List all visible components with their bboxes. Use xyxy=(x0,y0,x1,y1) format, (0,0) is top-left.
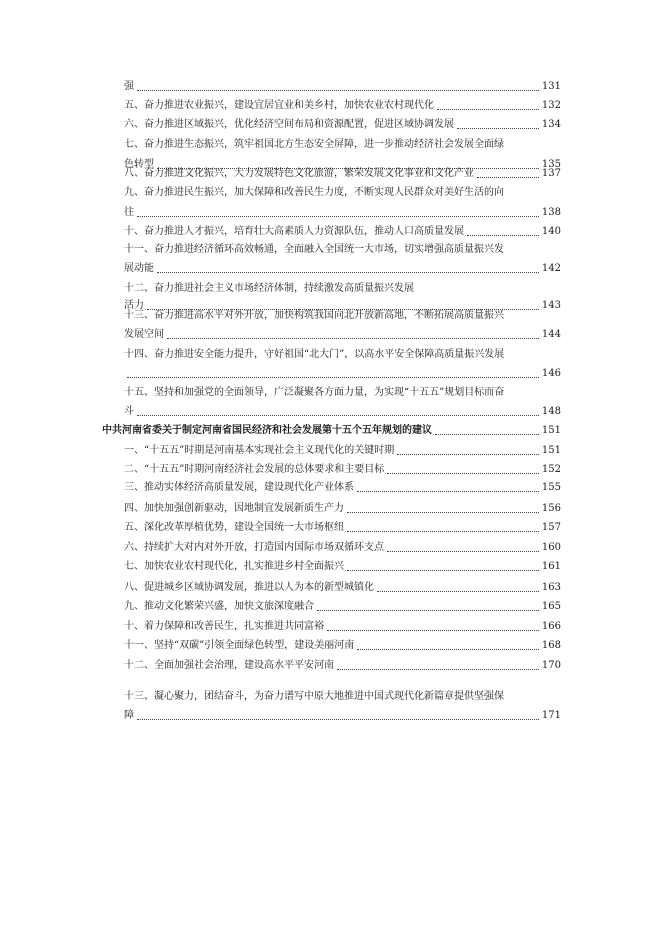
toc-line xyxy=(0,240,662,260)
toc-entry-title: 八、促进城乡区域协调发展，推进以人为本的新型城镇化 xyxy=(124,582,374,593)
toc-entry-title: 三、推动实体经济高质量发展，建设现代化产业体系 xyxy=(124,482,354,493)
toc-page-number: 143 xyxy=(541,300,561,311)
toc-page-number: 156 xyxy=(541,503,561,514)
toc-entry-continuation: 活力 xyxy=(124,300,144,311)
toc-line xyxy=(0,421,662,441)
toc-line xyxy=(0,402,662,422)
toc-line xyxy=(0,203,662,223)
toc-entry-title: 五、深化改革厚植优势，建设全国统一大市场枢纽 xyxy=(124,522,344,533)
toc-entry-continuation: 往 xyxy=(124,207,134,218)
toc-page-number: 144 xyxy=(541,329,561,340)
dot-leader xyxy=(377,578,539,592)
dot-leader xyxy=(127,364,539,378)
toc-line xyxy=(0,441,662,461)
toc-page-number: 134 xyxy=(541,119,561,130)
toc-line xyxy=(0,499,662,519)
toc-entry-title: 四、加快加强创新驱动，因地制宜发展新质生产力 xyxy=(124,503,344,514)
dot-leader xyxy=(167,325,539,339)
dot-leader xyxy=(317,597,539,611)
dot-leader xyxy=(347,518,539,532)
toc-line xyxy=(0,478,662,498)
toc-page-number: 166 xyxy=(541,621,561,632)
toc-entry-title: 九、推动文化繁荣兴盛，加快文旅深度融合 xyxy=(124,601,314,612)
dot-leader xyxy=(435,421,539,435)
toc-page-number: 161 xyxy=(541,561,561,572)
toc-line xyxy=(0,135,662,155)
dot-leader xyxy=(387,538,539,552)
toc-page-number: 142 xyxy=(541,263,561,274)
toc-line xyxy=(0,636,662,656)
toc-line xyxy=(0,183,662,203)
toc-page-number: 157 xyxy=(541,522,561,533)
toc-entry-title: 七、加快农业农村现代化，扎实推进乡村全面振兴 xyxy=(124,561,344,572)
toc-line xyxy=(0,164,662,184)
toc-line xyxy=(0,77,662,97)
toc-page-number: 168 xyxy=(541,640,561,651)
dot-leader xyxy=(457,115,539,129)
toc-page-number: 155 xyxy=(541,482,561,493)
toc-page-number: 131 xyxy=(541,81,561,92)
dot-leader xyxy=(387,460,539,474)
toc-entry-title: 十、奋力推进人才振兴，培育壮大高素质人力资源队伍，推动人口高质量发展 xyxy=(124,226,464,237)
toc-entry-title: 十三、凝心聚力，团结奋斗，为奋力谱写中原大地推进中国式现代化新篇章提供坚强保 xyxy=(124,691,504,702)
toc-entry-title: 十、着力保障和改善民生，扎实推进共同富裕 xyxy=(124,621,324,632)
toc-entry-continuation: 展动能 xyxy=(124,263,154,274)
toc-entry-title: 十一、坚持“双碳”引领全面绿色转型，建设美丽河南 xyxy=(124,640,355,651)
toc-line xyxy=(0,538,662,558)
toc-section-title: 中共河南省委关于制定河南省国民经济和社会发展第十五个五年规划的建议 xyxy=(102,425,432,436)
toc-entry-title: 十二、奋力推进社会主义市场经济体制，持续激发高质量振兴发展 xyxy=(124,283,414,294)
dot-leader xyxy=(137,77,539,91)
toc-entry-continuation: 强 xyxy=(124,81,134,92)
toc-line xyxy=(0,222,662,242)
toc-entry-title: 六、持续扩大对内对外开放，打造国内国际市场双循环支点 xyxy=(124,542,384,553)
toc-line xyxy=(0,687,662,707)
toc-entry-title: 八、奋力推进文化振兴，大力发展特色文化旅游，繁荣发展文化事业和文化产业 xyxy=(124,168,474,179)
dot-leader xyxy=(347,557,539,571)
dot-leader xyxy=(397,441,539,455)
toc-page-number: 146 xyxy=(541,368,561,379)
dot-leader xyxy=(347,499,539,513)
dot-leader xyxy=(137,706,539,720)
toc-line xyxy=(0,617,662,637)
toc-page-number: 138 xyxy=(541,207,561,218)
toc-line xyxy=(0,656,662,676)
toc-page-number: 151 xyxy=(541,425,561,436)
dot-leader xyxy=(357,636,539,650)
dot-leader xyxy=(327,617,539,631)
toc-line xyxy=(0,115,662,135)
dot-leader xyxy=(137,402,539,416)
toc-entry-title: 十三、奋力推进高水平对外开放，加快构筑我国向北开放新高地，不断拓展高质量振兴 xyxy=(124,310,504,321)
dot-leader xyxy=(357,478,539,492)
toc-page-number: 163 xyxy=(541,582,561,593)
toc-line xyxy=(0,259,662,279)
dot-leader xyxy=(477,164,539,178)
toc-line xyxy=(0,325,662,345)
toc-page-number: 160 xyxy=(541,542,561,553)
toc-line xyxy=(0,597,662,617)
toc-page-number: 132 xyxy=(541,100,561,111)
toc-page-number: 151 xyxy=(541,445,561,456)
toc-entry-title: 十二、全面加强社会治理，建设高水平平安河南 xyxy=(124,660,334,671)
toc-line xyxy=(0,345,662,365)
toc-line xyxy=(0,518,662,538)
toc-line xyxy=(0,578,662,598)
toc-entry-title: 九、奋力推进民生振兴，加大保障和改善民生力度，不断实现人民群众对美好生活的向 xyxy=(124,187,504,198)
toc-entry-continuation: 障 xyxy=(124,710,134,721)
toc-entry-title: 十四、奋力推进安全能力提升，守好祖国“北大门”，以高水平安全保障高质量振兴发展 xyxy=(124,349,505,360)
toc-entry-title: 二、“十五五”时期河南经济社会发展的总体要求和主要目标 xyxy=(124,464,385,475)
dot-leader xyxy=(137,203,539,217)
toc-page-number: 140 xyxy=(541,226,561,237)
toc-page-number: 170 xyxy=(541,660,561,671)
toc-entry-title: 十五、坚持和加强党的全面领导，广泛凝聚各方面力量，为实现“十五五”规划目标而奋 xyxy=(124,387,505,398)
toc-page-number: 152 xyxy=(541,464,561,475)
toc-entry-continuation: 发展空间 xyxy=(124,329,164,340)
dot-leader xyxy=(467,222,539,236)
toc-line xyxy=(0,383,662,403)
toc-entry-continuation: 斗 xyxy=(124,406,134,417)
toc-page-number: 171 xyxy=(541,710,561,721)
toc-line xyxy=(0,306,662,326)
toc-line xyxy=(0,96,662,116)
toc-entry-title: 七、奋力推进生态振兴，筑牢祖国北方生态安全屏障，进一步推动经济社会发展全面绿 xyxy=(124,139,504,150)
toc-line xyxy=(0,557,662,577)
toc-line xyxy=(0,706,662,726)
toc-entry-title: 一、“十五五”时期是河南基本实现社会主义现代化的关键时期 xyxy=(124,445,395,456)
toc-entry-title: 五、奋力推进农业振兴，建设宜居宜业和美乡村，加快农业农村现代化 xyxy=(124,100,434,111)
dot-leader xyxy=(437,96,539,110)
toc-line xyxy=(0,364,662,384)
toc-page-number: 165 xyxy=(541,601,561,612)
dot-leader xyxy=(337,656,539,670)
toc-page-number: 137 xyxy=(541,168,561,179)
toc-entry-title: 六、奋力推进区域振兴，优化经济空间布局和资源配置，促进区域协调发展 xyxy=(124,119,454,130)
toc-entry-title: 十一、奋力推进经济循环高效畅通，全面融入全国统一大市场，切实增强高质量振兴发 xyxy=(124,244,504,255)
toc-page-number: 148 xyxy=(541,406,561,417)
toc-entry-continuation: 色转型 xyxy=(124,159,154,170)
toc-line xyxy=(0,460,662,480)
dot-leader xyxy=(157,259,539,273)
toc-page-number: 135 xyxy=(541,159,561,170)
